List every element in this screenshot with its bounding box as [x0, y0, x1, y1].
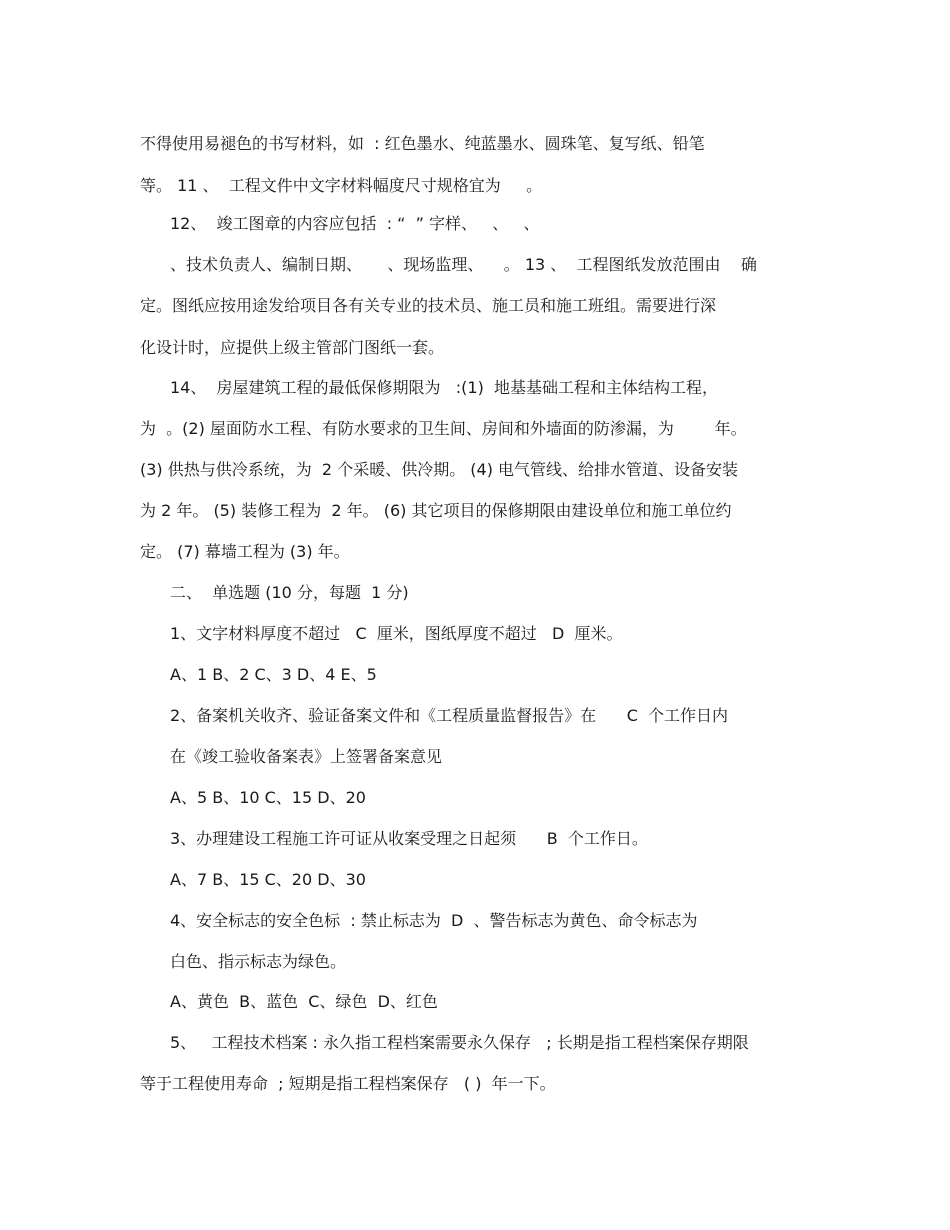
text-line-9: (3) 供热与供冷系统，为 2 个采暖、供冷期。 (4) 电气管线、给排水管道、设备安装	[140, 460, 739, 479]
text-line-7: 14、 房屋建筑工程的最低保修期限为 :(1) 地基基础工程和主体结构工程，	[170, 378, 719, 397]
question-5: 5、 工程技术档案 : 永久指工程档案需要永久保存 ; 长期是指工程档案保存期限	[170, 1033, 749, 1052]
question-4-options: A、黄色 B、蓝色 C、绿色 D、红色	[170, 992, 438, 1011]
question-4-continued: 白色、指示标志为绿色。	[170, 952, 347, 971]
question-2-continued: 在《竣工验收备案表》上签署备案意见	[170, 747, 443, 766]
text-line-4: 、技术负责人、编制日期、 、现场监理、 。 13 、 工程图纸发放范围由 确	[170, 255, 757, 274]
question-4: 4、安全标志的安全色标 : 禁止标志为 D 、警告标志为黄色、命令标志为	[170, 911, 698, 930]
question-1: 1、文字材料厚度不超过 C 厘米，图纸厚度不超过 D 厘米。	[170, 624, 623, 643]
text-line-8: 为 。(2) 屋面防水工程、有防水要求的卫生间、房间和外墙面的防渗漏，为 年。	[140, 419, 747, 438]
section-heading: 二、 单选题 (10 分，每题 1 分)	[170, 583, 409, 602]
text-line-5: 定。图纸应按用途发给项目各有关专业的技术员、施工员和施工班组。需要进行深	[140, 296, 717, 315]
question-3-options: A、7 B、15 C、20 D、30	[170, 870, 366, 889]
text-line-2: 等。 11 、 工程文件中文字材料幅度尺寸规格宜为 。	[140, 176, 543, 195]
question-2: 2、备案机关收齐、验证备案文件和《工程质量监督报告》在 C 个工作日内	[170, 706, 729, 725]
question-3: 3、办理建设工程施工许可证从收案受理之日起须 B 个工作日。	[170, 829, 648, 848]
question-2-options: A、5 B、10 C、15 D、20	[170, 788, 366, 807]
text-line-11: 定。 (7) 幕墙工程为 (3) 年。	[140, 542, 350, 561]
question-1-options: A、1 B、2 C、3 D、4 E、5	[170, 665, 377, 684]
text-line-6: 化设计时，应提供上级主管部门图纸一套。	[140, 338, 445, 357]
text-line-1: 不得使用易褪色的书写材料，如 : 红色墨水、纯蓝墨水、圆珠笔、复写纸、铅笔	[140, 134, 705, 153]
text-line-10: 为 2 年。 (5) 装修工程为 2 年。 (6) 其它项目的保修期限由建设单位和施工单位约	[140, 501, 732, 520]
question-5-continued: 等于工程使用寿命 ; 短期是指工程档案保存 ( ) 年一下。	[140, 1074, 556, 1093]
text-line-3: 12、 竣工图章的内容应包括 : “ ” 字样、 、 、	[170, 214, 540, 233]
